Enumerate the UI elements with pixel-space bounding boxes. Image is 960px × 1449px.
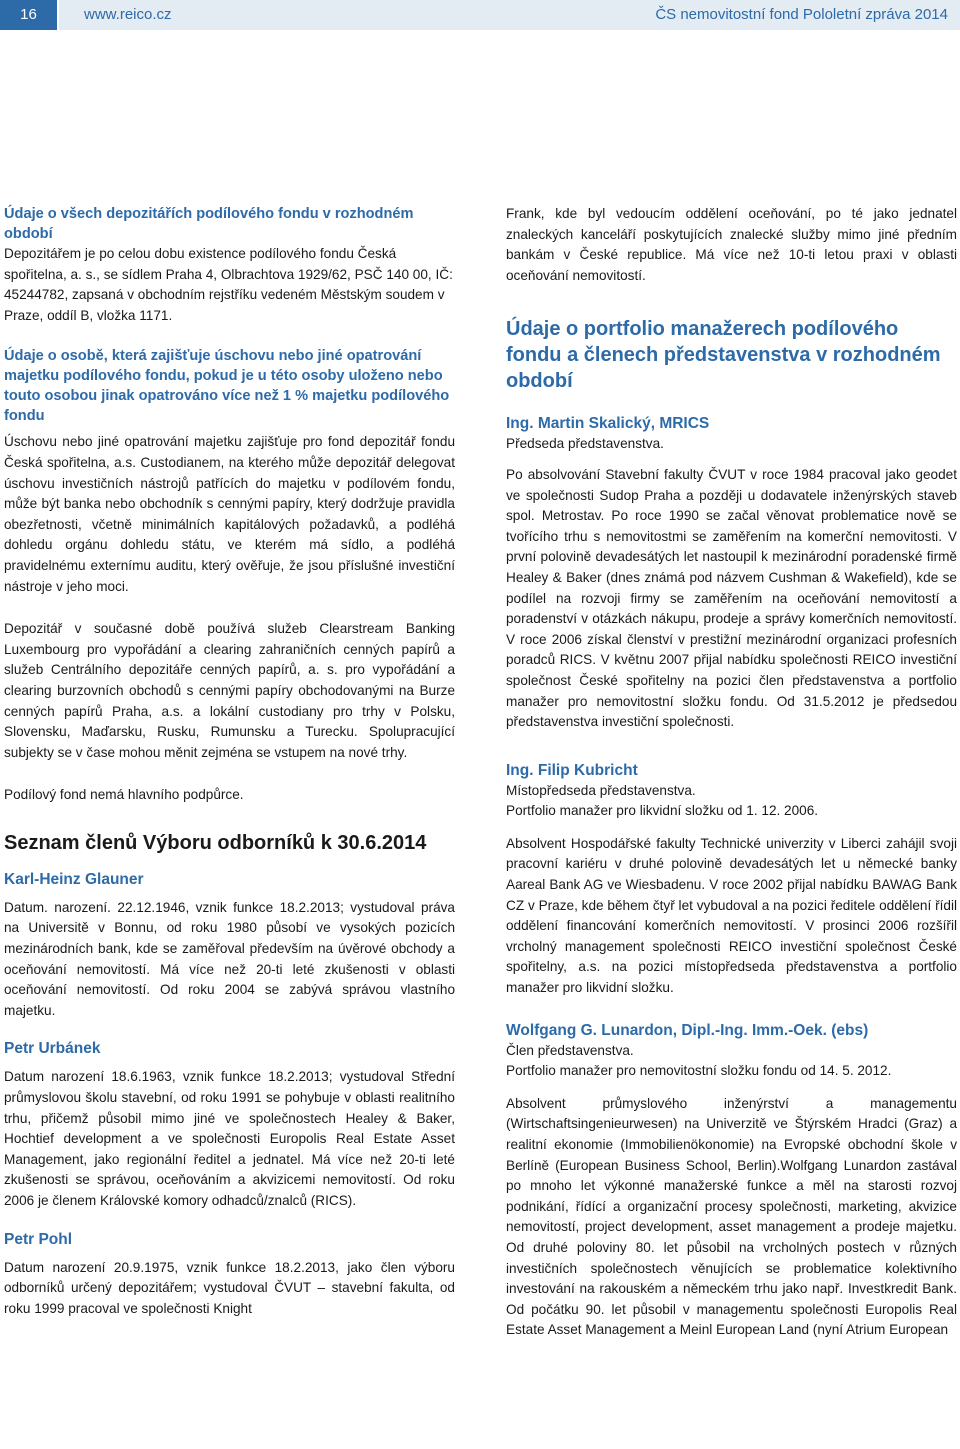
expert-name-urbanek: Petr Urbánek [4,1040,101,1058]
section-heading-custody: Údaje o osobě, která zajišťuje úschovu nebo jiné opatrování majetku podílového fondu, pokud je u této osoby uloženo nebo touto osobou jinak opatrováno více než 1 % majetku podílového fondu [4,348,450,425]
depositary-paragraph: Depozitářem je po celou dobu existence podílového fondu Česká spořitelna, a. s., se sídlem Praha 4, Olbrachtova 1929/62, PSČ 140 00, IČ: 45244782, zapsaná v obchodním rejstříku vedeném Městským soudem v Praze, oddíl B, vložka 1171. [4,246,453,323]
page-number: 16 [0,0,57,30]
expert-bio-pohl: Datum narození 20.9.1975, vznik funkce 18.2.2013, jako člen výboru odborníků určený depozitářem; vystudoval ČVUT – stavební fakulta, od roku 1999 pracoval ve společnosti Knight [4,1259,455,1316]
page-header [0,0,960,30]
experts-committee-heading: Seznam členů Výboru odborníků k 30.6.2014 [4,831,427,854]
right-column [506,204,957,1341]
header-title: ČS nemovitostní fond Pololetní zpráva 2014 [655,6,948,23]
manager-name-kubricht: Ing. Filip Kubricht [506,761,638,779]
manager-role-kubricht: Místopředseda představenstva. [506,782,696,798]
custody-paragraph: Úschovu nebo jiné opatrování majetku zajišťuje pro fond depozitář fondu Česká spořitelna, a.s. Custodianem, na kterého může depozitář delegovat úschovu investičních nástrojů patřících do majetku v podílovém fondu, může být banka nebo obchodník s cennými papíry, který dodržuje pravidla obezřetnosti, včetně minimálních kapitálových požadavků, a podléhá dohledu orgánu dohledu státu, ve kterém má sídlo, a podléhá pravidelnému externímu auditu, který ověřuje, že jsou příslušné investiční nástroje v jeho moci. [4,434,455,594]
manager-role-skalicky: Předseda představenstva. [506,436,664,452]
expert-name-glauner: Karl-Heinz Glauner [4,870,144,888]
sponsor-paragraph: Podílový fond nemá hlavního podpůrce. [4,787,244,803]
expert-bio-urbanek: Datum narození 18.6.1963, vznik funkce 18.2.2013; vystudoval Střední průmyslovou školu stavební, od roku 1991 se pohybuje v oblasti realitního trhu, přičemž působil mimo jiné ve společnostech Healey & Baker, Hochtief development a ve společnosti Europolis Real Estate Asset Management, jako regionální ředitel a jednatel. Má více než 20-ti leté zkušenosti se správou, oceňováním a akvizicemi nemovitostí. Od roku 2006 je členem Královské komory odhadců/znalců (RICS). [4,1069,455,1208]
expert-name-pohl: Petr Pohl [4,1230,73,1248]
manager-role2-lunardon: Portfolio manažer pro nemovitostní složku fondu od 14. 5. 2012. [506,1063,892,1079]
expert-bio-glauner: Datum. narození. 22.12.1946, vznik funkce 18.2.2013; vystudoval práva na Universitě v Bonnu, od roku 1980 působí ve vysokých pozicích mezinárodních bank, kde se zaměřoval především na úvěrové obchody a oceňování nemovitostí. Má více než 20-ti leté zkušenosti v oblasti oceňování nemovitostí. Od roku 2004 se zabývá správou vlastního majetku. [4,899,455,1018]
left-column [4,204,455,1319]
manager-name-skalicky: Ing. Martin Skalický, MRICS [506,415,710,433]
manager-bio-skalicky: Po absolvování Stavební fakulty ČVUT v roce 1984 pracoval jako geodet ve společnosti Sudop Praha a později u dodavatele inženýrských staveb spol. Metrostav. Po roce 1990 se začal věnovat problematice nově se tvořícího trhu s nemovitostmi se zaměřením na komerční nemovitosti. V první polovině devadesátých let nastoupil k mezinárodní poradenské firmě Healey & Baker (dnes známá pod názvem Cushman & Wakefield), kde se podílel na rozvoji firmy se zaměřením na oceňování nemovitostí a poradenství v otázkách nákupu, prodeje a správy komerčních nemovitostí. V roce 2006 získal členství v prestižní mezinárodní organizaci profesních poradců RICS. V květnu 2007 přijal nabídku společnosti REICO investiční společnost České spořitelny na pozici člen představenstva a portfolio manažer pro nemovitostní složku fondu. Od 31.5.2012 je předsedou představenstva investiční společnosti. [506,466,957,730]
section-heading-depositaries: Údaje o všech depozitářích podílového fondu v rozhodném období [4,206,414,242]
manager-bio-kubricht: Absolvent Hospodářské fakulty Technické univerzity v Liberci zahájil svoji pracovní kariéru v druhé polovině devadesátých let u německé banky Aareal Bank AG ve Wiesbadenu. V roce 2002 přijal nabídku BAWAG Bank CZ v Praze, kde během čtyř let vybudoval a na pozici ředitele oddělení řídil oddělení financování komerčních nemovitostí. V prosinci 2006 rozšířil vrcholný management společnosti REICO investiční společnost České spořitelny, a.s. na pozici místopředseda představenstva a portfolio manažer pro likvidní složku. [506,835,957,996]
manager-bio-lunardon: Absolvent průmyslového inženýrství a managementu (Wirtschaftsingenieurwesen) na Univerzitě ve Štýrském Hradci (Graz) a realitní ekonomie (Immobilienökonomie) na Evropské obchodní škole v Berlíně (European Business School, Berlin).Wolfgang Lunardon zastával po mnoho let výkonné manažerské funkce a měl na starosti rozvoj podnikání, řídící a organizační procesy společnosti, marketing, akvizice nemovitostí, project development, asset management a prodeje majetku. Od druhé poloviny 80. let působil na vrcholných postech v různých investičních společnostech věnujících se problematice kolektivního investování na rakouském a německém trhu jako např. Investkredit Bank. Od počátku 90. let působil v managementu společnosti Europolis Real Estate Asset Management a Meinl European Land (nyní Atrium European [506,1095,957,1338]
header-url[interactable]: www.reico.cz [84,6,172,23]
clearing-paragraph: Depozitář v současné době používá služeb Clearstream Banking Luxembourg pro vypořádání a clearing zahraničních cenných papírů a služeb Centrálního depozitáře cenných papírů, a. s. pro vypořádání a clearing burzovních obchodů s cennými papíry obchodovanými na Burze cenných papírů Praha, a.s. a lokální custodiany pro trhy v Polsku, Slovensku, Maďarsku, Rusku, Rumunsku a Turecku. Spolupracující subjekty se v čase mohou měnit zejména se vstupem na nové trhy. [4,621,455,760]
manager-role2-kubricht: Portfolio manažer pro likvidní složku od 1. 12. 2006. [506,803,819,819]
managers-heading: Údaje o portfolio manažerech podílového fondu a členech představenstva v rozhodném období [506,318,941,393]
manager-name-lunardon: Wolfgang G. Lunardon, Dipl.-Ing. Imm.-Oek. (ebs) [506,1021,869,1039]
manager-role-lunardon: Člen představenstva. [506,1042,634,1058]
continued-paragraph: Frank, kde byl vedoucím oddělení oceňování, po té jako jednatel znaleckých kanceláří poskytujících znalecké služby mimo jiné předním bankám v České republice. Má více než 10-ti letou praxi v oblasti oceňování nemovitostí. [506,206,957,283]
